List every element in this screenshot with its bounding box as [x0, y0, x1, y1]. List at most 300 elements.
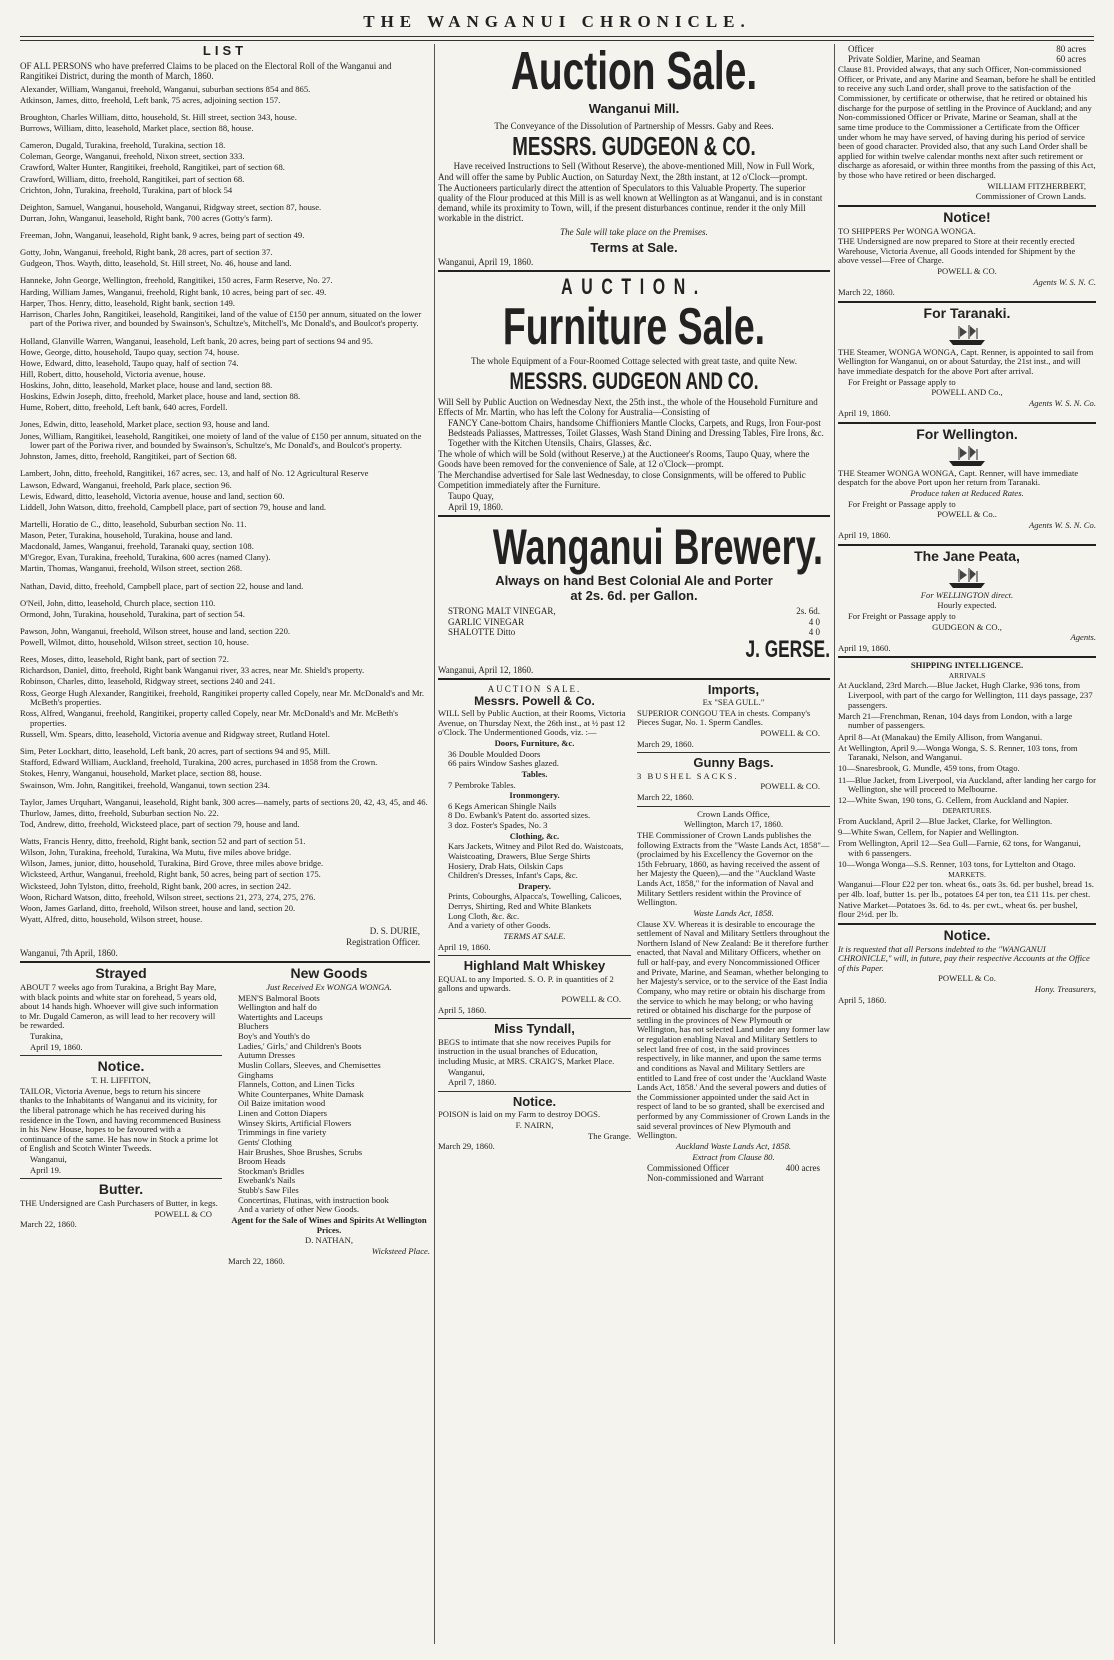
- auction-item: Long Cloth, &c. &c.: [448, 910, 520, 921]
- crown-cont-signer-title: Commissioner of Crown Lands.: [975, 191, 1086, 202]
- list-entry: Harper, Thos. Henry, ditto, leasehold, Right bank, section 149.: [20, 297, 235, 308]
- final-notice-text: It is requested that all Persons indebted to the "WANGANUI CHRONICLE," will, in future, pay their respective Accounts at the Office of this Paper.: [838, 943, 1090, 973]
- taranaki-apply: For Freight or Passage apply to: [848, 376, 956, 387]
- auction-powell-text: WILL Sell by Public Auction, at their Rooms, Victoria Avenue, on Thursday Next, the 26th inst., at ½ past 12 o'Clock. The Undermentioned Goods, viz. :—: [438, 708, 626, 738]
- butter-date: March 22, 1860.: [20, 1219, 77, 1230]
- crown-act1: Waste Lands Act, 1858.: [693, 907, 774, 918]
- list-entry: M'Gregor, Evan, Turakina, freehold, Turakina, 600 acres (named Clany).: [20, 552, 271, 563]
- auction-powell-sec2: Tables.: [521, 768, 548, 779]
- jane-peata-signer2: Agents.: [1070, 632, 1096, 643]
- divider: [438, 270, 830, 272]
- goods-item: Boy's and Youth's do: [238, 1031, 310, 1042]
- list-entry: Mason, Peter, Turakina, household, Turakina, house and land.: [20, 530, 233, 541]
- list-signer: D. S. DURIE,: [369, 926, 420, 937]
- auction-mill-firm: MESSRS. GUDGEON & CO.: [512, 130, 756, 161]
- list-entry: Lambert, John, ditto, freehold, Rangitikei, 167 acres, sec. 13, and half of No. 12 Agricultural Reserve: [20, 468, 369, 479]
- arrivals-list: [838, 681, 1096, 806]
- imports-ex: Ex "SEA GULL.": [702, 697, 765, 708]
- auction-item: 3 doz. Foster's Spades, No. 3: [448, 820, 548, 831]
- list-entry: Nathan, David, ditto, freehold, Campbell place, part of section 22, house and land.: [20, 580, 304, 591]
- goods-item: Broom Heads: [238, 1156, 286, 1167]
- jane-peata-apply: For Freight or Passage apply to: [848, 610, 956, 621]
- list-entry: Broughton, Charles William, ditto, household, St. Hill street, section 343, house.: [20, 111, 297, 122]
- list-entry: Gotty, John, Wanganui, freehold, Right bank, 28 acres, part of section 37.: [20, 247, 273, 258]
- list-date: Wanganui, 7th April, 1860.: [20, 948, 118, 959]
- auction-furniture-heading2: Furniture Sale.: [502, 298, 766, 357]
- whiskey-text: EQUAL to any Imported. S. O. P. in quantities of 2 gallons and upwards.: [438, 973, 614, 994]
- auction-mill-conveyance: The Conveyance of the Dissolution of Partnership of Messrs. Gaby and Rees.: [494, 120, 774, 131]
- goods-item: MEN'S Balmoral Boots: [238, 992, 320, 1003]
- goods-item: Oil Baize imitation wood: [238, 1098, 326, 1109]
- list-entry: Lewis, Edward, ditto, leasehold, Victoria avenue, house and land, section 60.: [20, 490, 285, 501]
- ship-icon: [947, 324, 987, 346]
- electoral-list: [20, 85, 430, 925]
- native-market: Native Market—Potatoes 3s. 6d. to 4s. per cwt., wheat 6s. per bushel, flour 2½d. per lb.: [838, 899, 1078, 920]
- auction-furniture-place: Taupo Quay,: [448, 491, 494, 502]
- goods-item: Concertinas, Flutinas, with instruction book: [238, 1194, 389, 1205]
- crown-cont-signer: WILLIAM FITZHERBERT,: [987, 180, 1086, 191]
- price-row-label: STRONG MALT VINEGAR,: [448, 606, 556, 617]
- gunny-signer: POWELL & CO.: [760, 781, 820, 792]
- grant-row-label: Private Soldier, Marine, and Seaman: [848, 54, 981, 65]
- divider: [637, 806, 830, 807]
- final-notice-signer2: Hony. Treasurers,: [1034, 984, 1096, 995]
- column-divider: [834, 44, 835, 1644]
- auction-powell-firm: Messrs. Powell & Co.: [474, 693, 595, 708]
- wellington-signer: POWELL & Co..: [937, 509, 997, 520]
- auction-mill-text3: The Auctioneers particularly direct the attention of Speculators to this Valuable Property. The superior quality of the Flour produced at this Mill is as well known at Wellington as at Wanganui, and is in constant demand, while its proximity to Town, will, if the present disturbances continue, render it the only Mill workable in the district.: [438, 182, 823, 224]
- list-entry: Swainson, Wm. John, Rangitikei, freehold, Wanganui, town section 234.: [20, 779, 270, 790]
- jane-peata-line2: Hourly expected.: [937, 600, 997, 611]
- price-row-value: 4 0: [808, 626, 820, 637]
- newspaper-title: THE WANGANUI CHRONICLE.: [363, 12, 751, 31]
- column-2-lower: [438, 683, 830, 1184]
- goods-item: Watertights and Laceups: [238, 1011, 323, 1022]
- list-entry: Hanneke, John George, Wellington, freehold, Rangitikei, 150 acres, Farm Reserve, No. 27.: [20, 275, 333, 286]
- auction-item: 6 Kegs American Shingle Nails: [448, 800, 557, 811]
- brewery-signer: J. GERSE.: [745, 635, 830, 663]
- nairn-place: The Grange.: [588, 1130, 631, 1141]
- strayed-text: ABOUT 7 weeks ago from Turakina, a Bright Bay Mare, with black points and white star on forehead, 5 years old, about 14 hands high. Whoever will give such information to Mr. Dugald Cameron, as will lead to her recovery will be rewarded.: [20, 981, 219, 1031]
- list-entry: Woon, Richard Watson, ditto, freehold, Wilson street, sections 21, 273, 274, 275, 276.: [20, 891, 316, 902]
- list-entry: Crawford, Walter Hunter, Rangitikei, freehold, Rangitikei, part of section 68.: [20, 162, 285, 173]
- goods-item: Linen and Cotton Diapers: [238, 1108, 328, 1119]
- brewery-price-list: [438, 606, 830, 636]
- shippers-sub: TO SHIPPERS Per WONGA WONGA.: [838, 225, 976, 236]
- list-entry: Jones, William, Rangitikei, leasehold, Rangitikei, one moiety of land of the value of £150 per annum, situated on the lower part of the Poriwa river, and bounded by Swainson's, Schultze's, Mc Donald's, and Boulcot's property.: [20, 430, 422, 451]
- auction-powell-sec1: Doors, Furniture, &c.: [494, 738, 575, 749]
- arrival-item: At Auckland, 23rd March.—Blue Jacket, Hugh Clarke, 936 tons, from Liverpool, with part of the cargo for Wellington, 111 days passage, 237 passengers.: [838, 680, 1093, 710]
- grant-row: [637, 1173, 830, 1183]
- auction-powell-sec5-items: [438, 892, 631, 931]
- goods-item: Stockman's Bridles: [238, 1165, 305, 1176]
- list-entry: Harding, William James, Wanganui, freehold, Right bank, 10 acres, being part of sec. 49.: [20, 286, 327, 297]
- auction-powell-sec3: Ironmongery.: [509, 790, 560, 801]
- list-entry: Watts, Francis Henry, ditto, freehold, Right bank, section 52 and part of section 51.: [20, 836, 306, 847]
- list-entry: Stokes, Henry, Wanganui, household, Market place, section 88, house.: [20, 768, 262, 779]
- grant-row-label: Non-commissioned and Warrant: [647, 1173, 764, 1184]
- imports-text: SUPERIOR CONGOU TEA in chests. Company's Pieces Sugar, No. 1. Sperm Candles.: [637, 707, 811, 728]
- arrival-item: March 21—Frenchman, Renan, 104 days from London, with a large number of passengers.: [838, 710, 1073, 731]
- goods-item: Hair Brushes, Shoe Brushes, Scrubs: [238, 1146, 363, 1157]
- lower-ads-left: [20, 966, 222, 1268]
- list-entry: O'Neil, John, ditto, leasehold, Church place, section 110.: [20, 597, 216, 608]
- masthead-rule-lower: [20, 40, 1094, 41]
- auction-powell-sec5: Drapery.: [518, 880, 551, 891]
- new-goods-agent: Agent for the Sale of Wines and Spirits At Wellington Prices.: [231, 1214, 427, 1235]
- auction-powell-sec1-items: [438, 750, 631, 769]
- list-entry: Ross, Alfred, Wanganui, freehold, Rangitikei, property called Copely, near Mr. McDonald's and Mr. McBeth's properties.: [20, 708, 399, 728]
- list-entry: Martin, Thomas, Wanganui, freehold, Wilson street, section 268.: [20, 563, 243, 574]
- list-entry: Wicksteed, John Tylston, ditto, freehold, Right bank, 200 acres, in section 242.: [20, 880, 291, 891]
- departure-item: From Auckland, April 2—Blue Jacket, Clarke, for Wellington.: [838, 815, 1053, 826]
- brewery-date: Wanganui, April 12, 1860.: [438, 664, 534, 675]
- grant-row-label: Commissioned Officer: [647, 1163, 730, 1174]
- list-entry: Freeman, John, Wanganui, leasehold, Right bank, 9 acres, being part of section 49.: [20, 230, 305, 241]
- goods-item: And a variety of other New Goods.: [238, 1204, 359, 1215]
- list-intro: OF ALL PERSONS who have preferred Claims to be placed on the Electoral Roll of the Wanganui and Rangitikei District, during the month of March, 1860.: [20, 60, 392, 81]
- list-entry: Ross, George Hugh Alexander, Rangitikei, freehold, Rangitikei property called Copely, near Mr. McDonald's and Mr. McBeth's properties.: [20, 687, 425, 708]
- list-entry: Pawson, John, Wanganui, freehold, Wilson street, house and land, section 220.: [20, 625, 291, 636]
- list-entry: Coleman, George, Wanganui, freehold, Nixon street, section 333.: [20, 151, 245, 162]
- price-row: [438, 606, 830, 616]
- shippers-signer: POWELL & CO.: [937, 266, 997, 277]
- list-entry: Liddell, John Watson, ditto, freehold, Campbell place, part of section 79, house and land.: [20, 501, 327, 512]
- auction-item: 7 Pembroke Tables.: [448, 779, 516, 790]
- new-goods-signer: D. NATHAN,: [305, 1235, 353, 1246]
- imports-date: March 29, 1860.: [637, 738, 694, 749]
- auction-furniture-text4: The Merchandise advertised for Sale last Wednesday, to close Consignments, will be offered to Public Competition immediately after the Furniture.: [438, 470, 806, 491]
- grant-row: [838, 54, 1096, 64]
- list-entry: Harrison, Charles John, Rangitikei, leasehold, Rangitikei, land of the value of £150 per annum, situated on the lower part of the Poriwa river, and bounded by Swainson's, Schultze's, Mitchell's, Mc Donald's, and Boulcot's property.: [20, 308, 422, 329]
- auction-mill-premises: The Sale will take place on the Premises.: [560, 227, 708, 238]
- crown-text2: Clause XV. Whereas it is desirable to encourage the settlement of Naval and Military Settlers throughout the Northern Island of New Zealand: Be it therefore further enacted, that Naval and Military Officers, whether on full or half-pay, and every Noncommissioned Officer and Private, Marine, and Seaman, whether belonging to her Majesty's service, or to the service of the East India Company, who may retire or obtain his discharge from the service to which he may belong; or who having retired or obtained his discharge for the purpose of settling in the provinces of New Plymouth or Wellington, has not selected Land under any former law or regulation enabling Naval and Military Settlers to select land free of cost, in the said provinces respectively, in like manner, and upon the same terms and conditions as Naval and Military Settlers are entitled to Land free of cost under the 'Auckland Waste Lands Act, 1858.' And the several powers and duties of the Commissioner appointed under the said Act in respect of land to be so granted, shall be exercised and performed by any Commissioner of Crown Lands in the said several provinces of New Plymouth and Wellington.: [637, 918, 830, 1141]
- list-entry: Taylor, James Urquhart, Wanganui, leasehold, Right bank, 300 acres—namely, parts of sections 20, 42, 43, 45, and 46.: [20, 796, 428, 807]
- auction-furniture-text1: Will Sell by Public Auction on Wednesday Next, the 25th inst., the whole of the Household Furniture and Effects of Mr. Martin, who has left the Colony for Australia—Consisting of: [438, 396, 818, 417]
- list-signer-title: Registration Officer.: [346, 937, 420, 948]
- wellington-date: April 19, 1860.: [838, 530, 891, 541]
- list-entry: Cameron, Dugald, Turakina, freehold, Turakina, section 18.: [20, 140, 226, 151]
- whiskey-heading: Highland Malt Whiskey: [463, 958, 606, 974]
- price-row: [438, 617, 830, 627]
- shipping-arrivals: ARRIVALS: [948, 671, 986, 681]
- auction-item: Prints, Cobourghs, Alpacca's, Towelling, Calicoes, Derrys, Shirting, Red and White Blankets: [448, 891, 622, 912]
- goods-item: Ginghams: [238, 1069, 274, 1080]
- taranaki-heading: For Taranaki.: [923, 304, 1011, 321]
- gunny-heading: Gunny Bags.: [693, 755, 774, 771]
- wellington-heading: For Wellington.: [916, 426, 1018, 442]
- list-entry: Burrows, William, ditto, leasehold, Market place, section 88, house.: [20, 123, 254, 134]
- list-entry: Martelli, Horatio de C., ditto, leasehold, Suburban section No. 11.: [20, 518, 247, 529]
- divider: [438, 515, 830, 517]
- column-2-lower-left: [438, 683, 631, 1184]
- goods-item: Flannels, Cotton, and Linen Ticks: [238, 1079, 355, 1090]
- wellington-apply: For Freight or Passage apply to: [848, 498, 956, 509]
- list-entry: Jones, Edwin, ditto, leasehold, Market place, section 93, house and land.: [20, 419, 270, 430]
- auction-item: Kars Jackets, Witney and Pilot Red do. Waistcoats, Waistcoating, Drawers, Blue Serge Shirts: [448, 841, 624, 861]
- list-entry: Howe, George, ditto, household, Taupo quay, section 74, house.: [20, 346, 240, 357]
- taranaki-text: THE Steamer, WONGA WONGA, Capt. Renner, is appointed to sail from Wellington for Wanganui, on or about Saturday, the 21st inst., and will have immediate despatch for the above Port after arrival.: [838, 346, 1094, 376]
- auction-powell-sec4: Clothing, &c.: [509, 830, 560, 841]
- auction-mill-text2: And will offer the same by Public Auction, on Saturday Next, the 28th instant, at 12 o'Clock—prompt.: [438, 171, 808, 182]
- list-entry: Woon, James Garland, ditto, freehold, Wilson street, house and land, section 20.: [20, 902, 296, 913]
- masthead-rule: [20, 36, 1094, 37]
- column-3: [838, 44, 1096, 1644]
- grant-row: [838, 44, 1096, 54]
- list-entry: Wilson, James, junior, ditto, household, Turakina, Bird Grove, three miles above bridge.: [20, 858, 324, 869]
- tyndall-date: April 7, 1860.: [448, 1077, 497, 1088]
- nairn-date: March 29, 1860.: [438, 1141, 495, 1152]
- butter-signer: POWELL & CO: [154, 1208, 212, 1219]
- new-goods-subheading: Just Received Ex WONGA WONGA.: [266, 981, 392, 992]
- list-entry: Richardson, Daniel, ditto, freehold, Right bank Wanganui river, 33 acres, near Mr. Shield's property.: [20, 665, 365, 676]
- column-2-lower-right: [637, 683, 830, 1184]
- list-entry: Macdonald, James, Wanganui, freehold, Taranaki quay, section 108.: [20, 541, 254, 552]
- brewery-sub1: Always on hand Best Colonial Ale and Porter: [495, 573, 773, 589]
- crown-dateline: Wellington, March 17, 1860.: [683, 819, 784, 830]
- list-entry: Deighton, Samuel, Wanganui, household, Wanganui, Ridgway street, section 87, house.: [20, 201, 322, 212]
- wellington-text: THE Steamer WONGA WONGA, Capt. Renner, will have immediate despatch for the above Port upon her return from Taranaki.: [838, 467, 1079, 488]
- tyndall-text: BEGS to intimate that she now receives Pupils for instruction in the usual branches of Education, including Music, at MRS. CRAIG'S, Market Place.: [438, 1036, 615, 1066]
- liffiton-place: Wanganui,: [30, 1154, 67, 1165]
- crown-office: Crown Lands Office,: [697, 808, 770, 819]
- list-entry: Crichton, John, Turakina, freehold, Turakina, part of block 54: [20, 184, 233, 195]
- divider: [838, 923, 1096, 925]
- list-entry: Wilson, John, Turakina, freehold, Turakina, Wa Mutu, five miles above bridge.: [20, 847, 292, 858]
- liffiton-date: April 19.: [30, 1164, 62, 1175]
- wellington-signer2: Agents W. S. N. Co.: [1028, 519, 1096, 530]
- list-entry: Thurlow, James, ditto, freehold, Suburban section No. 22.: [20, 807, 219, 818]
- goods-item: Ewebank's Nails: [238, 1175, 296, 1186]
- shippers-date: March 22, 1860.: [838, 287, 895, 298]
- divider: [838, 422, 1096, 424]
- crown-land-grants-continued: [838, 44, 1096, 64]
- auction-furniture-firm: MESSRS. GUDGEON AND CO.: [509, 367, 759, 395]
- shippers-text: THE Undersigned are now prepared to Store at their recently erected Warehouse, Victoria Avenue, all Goods intended for Shipment by the above vessel—Free of Charge.: [838, 236, 1076, 266]
- new-goods-date: March 22, 1860.: [228, 1256, 285, 1267]
- nairn-heading: Notice.: [512, 1093, 557, 1109]
- goods-item: Wellington and half do: [238, 1002, 317, 1013]
- arrival-item: April 8—At (Manakau) the Emily Allison, from Wanganui.: [838, 731, 1043, 742]
- auction-mill-subheading: Wanganui Mill.: [588, 101, 680, 116]
- strayed-heading: Strayed: [95, 965, 147, 982]
- divider: [20, 1178, 222, 1179]
- divider: [20, 1055, 222, 1056]
- lower-ads-right: [228, 966, 430, 1268]
- grant-row-value: 400 acres: [785, 1163, 820, 1174]
- list-entry: Hoskins, John, ditto, leasehold, Market place, house and land, section 88.: [20, 380, 273, 391]
- auction-item: Hosiery, Drab Hats, Oilskin Caps: [448, 860, 563, 871]
- list-entry: Hoskins, Edwin Joseph, ditto, freehold, Market place, house and land, section 88.: [20, 391, 301, 402]
- list-entry: Gudgeon, Thos. Wayth, ditto, leasehold, St. Hill street, No. 46, house and land.: [20, 258, 292, 269]
- list-entry: Hill, Robert, ditto, household, Victoria avenue, house.: [20, 368, 206, 379]
- jane-peata-heading: The Jane Peata,: [914, 548, 1020, 565]
- crown-act2: Auckland Waste Lands Act, 1858.: [675, 1140, 792, 1151]
- tyndall-heading: Miss Tyndall,: [494, 1021, 575, 1037]
- final-notice-date: April 5, 1860.: [838, 994, 887, 1005]
- list-heading: LIST: [202, 44, 248, 58]
- grant-row-value: 80 acres: [1056, 44, 1086, 54]
- whiskey-signer: POWELL & CO.: [561, 993, 621, 1004]
- wellington-produce: Produce taken at Reduced Rates.: [910, 487, 1024, 498]
- list-entry: Atkinson, James, ditto, freehold, Left bank, 75 acres, adjoining section 157.: [20, 94, 281, 105]
- divider: [20, 961, 430, 963]
- auction-furniture-text3: The whole of which will be Sold (without Reserve,) at the Auctioneer's Rooms, Taupo Quay, where the Goods have been removed for the convenience of Sale, at 12 o'Clock—prompt.: [438, 448, 810, 469]
- list-entry: Holland, Glanville Warren, Wanganui, leasehold, Left bank, 20 acres, being part of sections 94 and 95.: [20, 335, 373, 346]
- arrival-item: 10—Snaresbrook, G. Mundle, 459 tons, from Otago.: [838, 763, 1020, 774]
- jane-peata-line1: For WELLINGTON direct.: [920, 589, 1014, 600]
- nairn-text: POISON is laid on my Farm to destroy DOGS.: [438, 1109, 601, 1120]
- nairn-signer: F. NAIRN,: [515, 1120, 554, 1131]
- auction-furniture-text2: FANCY Cane-bottom Chairs, handsome Chiffioniers Mantle Clocks, Carpets, and Rugs, Iron Four-post Bedsteads Paliasses, Mattresses, Toilet Glasses, Wash Stand Dining and Dressing Tables, Fire Irons, &c. Together with the Kitchen Utensils, Chairs, Glasses, &c.: [448, 417, 824, 448]
- taranaki-signer2: Agents W. S. N. Co.: [1028, 397, 1096, 408]
- goods-item: Winsey Skirts, Artificial Flowers: [238, 1117, 352, 1128]
- column-2: [438, 44, 830, 1644]
- list-entry: Stafford, Edward William, Auckland, freehold, Turakina, 200 acres, purchased in 1858 from the Crown.: [20, 757, 378, 768]
- column-divider: [434, 44, 435, 1644]
- departure-item: 10—Wonga Wonga—S.S. Renner, 103 tons, for Lyttelton and Otago.: [838, 858, 1076, 869]
- divider: [838, 301, 1096, 303]
- divider: [838, 544, 1096, 546]
- auction-item: And a variety of other Goods.: [448, 920, 551, 931]
- goods-item: White Counterpanes, White Damask: [238, 1088, 364, 1099]
- grant-row-label: Officer: [848, 44, 874, 54]
- crown-text1: THE Commissioner of Crown Lands publishes the following Extracts from the "Waste Lands Act, 1858"—(proclaimed by his Excellency the Governor on the 15th February, 1860, as having received the assent of her Majesty the Queen),—and the "Auckland Waste Lands Act, 1858," for the information of Naval and Military Settlers resident within the Province of Wellington.: [637, 829, 830, 908]
- goods-item: Muslin Collars, Sleeves, and Chemisettes: [238, 1059, 381, 1070]
- ship-icon: [947, 445, 987, 467]
- taranaki-date: April 19, 1860.: [838, 408, 891, 419]
- divider: [438, 1091, 631, 1092]
- auction-powell-sec4-items: [438, 842, 631, 881]
- auction-powell-sec2-items: [438, 781, 631, 791]
- gunny-date: March 22, 1860.: [637, 792, 694, 803]
- list-entry: Rees, Moses, ditto, leasehold, Right bank, part of section 72.: [20, 654, 229, 665]
- grant-row: [637, 1163, 830, 1173]
- new-goods-list: [228, 994, 430, 1215]
- ship-icon: [947, 567, 987, 589]
- strayed-place: Turakina,: [30, 1031, 63, 1042]
- goods-item: Ladies,' Girls,' and Children's Boots: [238, 1040, 362, 1051]
- grant-row-value: 60 acres: [1056, 54, 1086, 65]
- shipping-departures: DEPARTURES.: [942, 806, 992, 816]
- divider: [838, 656, 1096, 658]
- list-entry: Tod, Andrew, ditto, freehold, Wicksteed place, part of section 79, house and land.: [20, 818, 300, 829]
- departure-item: From Wellington, April 12—Sea Gull—Farnie, 62 tons, for Wanganui, with 6 passengers.: [838, 838, 1081, 858]
- list-entry: Robinson, Charles, ditto, leasehold, Ridgway street, sections 240 and 241.: [20, 676, 276, 687]
- arrival-item: At Wellington, April 9.—Wonga Wonga, S. S. Renner, 103 tons, from Taranaki, Nelson, and Wanganui.: [838, 742, 1078, 763]
- list-entry: Powell, Wilmot, ditto, household, Wilson street, section 10, house.: [20, 637, 249, 648]
- list-entry: Alexander, William, Wanganui, freehold, Wanganui, suburban sections 854 and 865.: [20, 83, 311, 94]
- auction-item: 36 Double Moulded Doors: [448, 748, 541, 759]
- auction-item: Children's Dresses, Infant's Caps, &c.: [448, 870, 578, 881]
- arrival-item: 12—White Swan, 190 tons, G. Cellem, from Auckland and Napier.: [838, 795, 1069, 806]
- brewery-sub2: at 2s. 6d. per Gallon.: [570, 587, 698, 603]
- auction-powell-date: April 19, 1860.: [438, 941, 491, 952]
- departure-item: 9—White Swan, Cellem, for Napier and Wellington.: [838, 827, 1019, 837]
- price-row-label: SHALOTTE Ditto: [448, 626, 516, 637]
- arrival-item: 11—Blue Jacket, from Liverpool, via Auckland, after landing her cargo for Wellington, she will proceed to Melbourne.: [838, 774, 1096, 795]
- gunny-text: 3 BUSHEL SACKS.: [637, 770, 739, 781]
- auction-furniture-heading1: AUCTION.: [561, 273, 707, 299]
- list-entry: Johnston, James, ditto, freehold, Rangitikei, part of Section 68.: [20, 451, 237, 462]
- liffiton-heading: Notice.: [97, 1058, 145, 1075]
- taranaki-signer: POWELL AND Co.,: [931, 387, 1003, 398]
- auction-furniture-date: April 19, 1860.: [448, 502, 503, 513]
- list-entry: Hume, Robert, ditto, freehold, Left bank, 640 acres, Fordell.: [20, 402, 228, 413]
- final-notice-heading: Notice.: [943, 926, 991, 943]
- shipping-markets: MARKETS.: [948, 870, 986, 879]
- auction-furniture-lead: The whole Equipment of a Four-Roomed Cottage selected with great taste, and quite New.: [471, 356, 797, 367]
- auction-mill-date: Wanganui, April 19, 1860.: [438, 256, 534, 267]
- goods-item: Trimmings in fine variety: [238, 1127, 327, 1138]
- list-entry: Sim, Peter Lockhart, ditto, leasehold, Left bank, 20 acres, part of sections 94 and 95, Mill.: [20, 746, 331, 757]
- auction-powell-sec3-items: [438, 802, 631, 831]
- jane-peata-date: April 19, 1860.: [838, 642, 891, 653]
- goods-item: Bluchers: [238, 1021, 269, 1032]
- whiskey-date: April 5, 1860.: [438, 1004, 487, 1015]
- goods-item: Gents' Clothing: [238, 1136, 292, 1147]
- crown-extract: Extract from Clause 80.: [692, 1151, 775, 1162]
- crown-land-grants: [637, 1163, 830, 1183]
- imports-heading: Imports,: [707, 681, 760, 697]
- auction-mill-text1: Have received Instructions to Sell (Without Reserve), the above-mentioned Mill, Now in Full Work,: [453, 160, 815, 171]
- list-entry: Russell, Wm. Spears, ditto, leasehold, Victoria avenue and Ridgway street, Rutland Hotel.: [20, 729, 330, 740]
- goods-item: Autumn Dresses: [238, 1050, 296, 1061]
- shippers-heading: Notice!: [943, 208, 991, 225]
- price-row-label: GARLIC VINEGAR: [448, 616, 525, 627]
- liffiton-name: T. H. LIFFITON,: [91, 1075, 151, 1086]
- list-entry: Ormond, John, Turakina, household, Turakina, part of section 54.: [20, 608, 245, 619]
- auction-item: 66 pairs Window Sashes glazed.: [448, 758, 559, 769]
- list-entry: Crawford, William, ditto, freehold, Rangitikei, part of section 68.: [20, 173, 245, 184]
- departures-list: [838, 817, 1096, 870]
- market-text: Wanganui—Flour £22 per ton. wheat 6s., oats 3s. 6d. per bushel, bread 1s. per 4lb. loaf, butter 1s. per lb., potatoes £4 per ton, tea £11 11s. per chest.: [838, 879, 1094, 900]
- jane-peata-signer: GUDGEON & CO.,: [932, 621, 1002, 632]
- divider: [438, 1018, 631, 1019]
- list-entry: Howe, Edward, ditto, leasehold, Taupo quay, half of section 74.: [20, 357, 239, 368]
- butter-text: THE Undersigned are Cash Purchasers of Butter, in kegs.: [20, 1197, 218, 1208]
- shippers-signer2: Agents W. S. N. C.: [1033, 276, 1096, 287]
- list-entry: Wyatt, Alfred, ditto, household, Wilson street, house.: [20, 913, 203, 924]
- new-goods-place: Wicksteed Place.: [371, 1245, 430, 1256]
- final-notice-signer: POWELL & Co.: [938, 973, 996, 984]
- auction-powell-terms: TERMS AT SALE.: [503, 930, 566, 941]
- tyndall-place: Wanganui,: [448, 1066, 485, 1077]
- brewery-heading: Wanganui Brewery.: [492, 519, 823, 576]
- shipping-heading: SHIPPING INTELLIGENCE.: [910, 660, 1024, 671]
- auction-powell-heading: AUCTION SALE.: [487, 683, 582, 694]
- new-goods-heading: New Goods: [290, 965, 368, 982]
- auction-item: 8 Do. Ewbank's Patent do. assorted sizes.: [448, 810, 591, 821]
- divider: [637, 752, 830, 753]
- butter-heading: Butter.: [98, 1181, 144, 1198]
- strayed-date: April 19, 1860.: [30, 1041, 83, 1052]
- list-entry: Lawson, Edward, Wanganui, freehold, Park place, section 96.: [20, 479, 232, 490]
- auction-mill-terms: Terms at Sale.: [590, 240, 678, 256]
- column-1: [20, 44, 430, 1644]
- price-row-value: 4 0: [808, 616, 820, 627]
- liffiton-text: TAILOR, Victoria Avenue, begs to return his sincere thanks to the Inhabitants of Wanganui and its vicinity, for the liberal patronage which he has received during his residence in the Town, and having recommenced Business in his New House, hopes to be favoured with a continuance of the same. He has now in Stock a prime lot of English and Scotch Winter Tweeds.: [20, 1085, 221, 1154]
- auction-mill-heading: Auction Sale.: [510, 44, 758, 101]
- divider: [838, 205, 1096, 207]
- crown-cont-text: Clause 81. Provided always, that any such Officer, Non-commissioned Officer, or Private, and any Marine and Seaman, before he shall be entitled to receive any such Land order, shall prove to the satisfaction of the Commissioner, by certificate or otherwise, that he retired or obtained his discharge for the purpose of settling in the Province of Auckland; and any Non-commissioned Officer or Private, Marine or Seaman, shall at the same time produce to the Commissioner a Certificate from the Officer under whom he may have served, of having during his period of service been of good character. Provided also, that any such Land Order shall be applied for within twelve calendar months next after such retirement or discharge as aforesaid, or within three months from the passing of this Act, by those who have retired or been discharged.: [838, 64, 1096, 181]
- imports-signer: POWELL & CO.: [760, 728, 820, 739]
- list-entry: Wicksteed, Arthur, Wanganui, freehold, Right bank, 50 acres, being part of section 175.: [20, 869, 321, 880]
- list-entry: Durran, John, Wanganui, leasehold, Right bank, 700 acres (Gotty's farm).: [20, 212, 273, 223]
- divider: [438, 955, 631, 956]
- price-row-value: 2s. 6d.: [796, 606, 820, 617]
- lower-ads: [20, 966, 430, 1268]
